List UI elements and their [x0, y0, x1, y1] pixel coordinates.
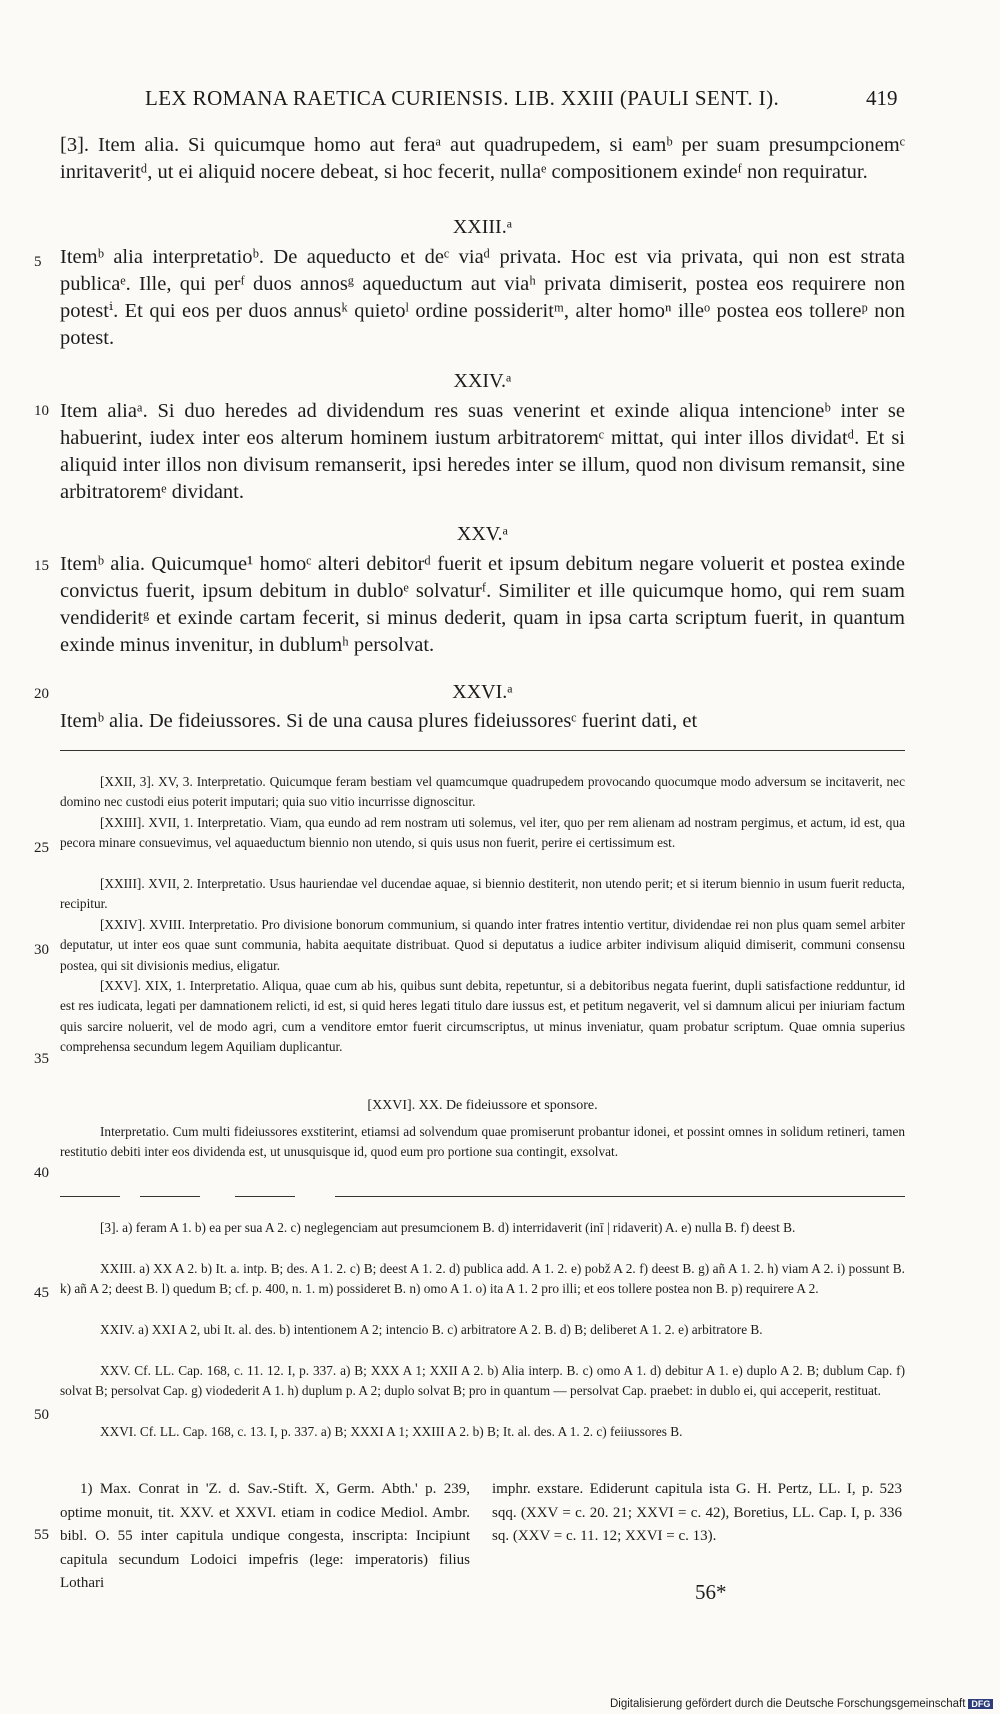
- interpretatio-note: [XXV]. XIX, 1. Interpretatio. Aliqua, quae cum ab his, quibus sunt debita, repetuntur, si a debitoribus negata fuerint, dupli satisfactione redduntur, id est res iudicata, legati per damnationem relicti, id est, si quid heres legati titulo dare iussus est, et petitum negaverit, vel si damnum alicui per iniuriam factum quis sarcire noluerit, vel de modo agri, cum a venditore emtor fuerit circumscriptus, ut minus inveniatur, quam probatur scriptum. Quae omnia superius comprehensa secundum legem Aquiliam duplicantur.: [60, 978, 905, 1055]
- apparatus-entry: XXVI. Cf. LL. Cap. 168, c. 13. I, p. 337. a) B; XXXI A 1; XXIII A 2. b) B; It. al. des. A 1. 2. c) feiiussores B.: [100, 1424, 683, 1439]
- divider: [60, 750, 905, 751]
- interpretatio-note: [XXII, 3]. XV, 3. Interpretatio. Quicumque feram bestiam vel quamcumque quadrupedem provocando quocumque modo adversum se incitaverit, nec domino nec custodi eius poterit imputari; quia suo vitio incurrisse dignoscitur.: [60, 774, 905, 810]
- running-title: LEX ROMANA RAETICA CURIENSIS. LIB. XXIII (PAULI SENT. I).: [145, 86, 780, 110]
- line-number: 25: [34, 840, 49, 856]
- interpretatio-note: [XXIII]. XVII, 2. Interpretatio. Usus hauriendae vel ducendae aquae, si biennio destiterit, non utendo perit; et si iterum biennio in usum fuerit reducta, recipitur.: [60, 876, 905, 912]
- heading-xxv: XXV.ᵃ: [456, 523, 509, 545]
- signature-mark: 56*: [695, 1580, 727, 1604]
- paragraph-xxvi: Itemᵇ alia. De fideiussores. Si de una causa plures fideiussoresᶜ fuerint dati, et: [60, 710, 698, 732]
- footnote-left-column: 1) Max. Conrat in 'Z. d. Sav.-Stift. X, Germ. Abth.' p. 239, optime monuit, tit. XXV. et XXVI. etiam in codice Mediol. Ambr. bibl. O. 55 inter capitula undique congesta, inscripta: Incipiunt capitula secundum Lodoici impefris (lege: imperatoris) filius Lothari: [60, 1481, 470, 1591]
- apparatus-entry: [3]. a) feram A 1. b) ea per sua A 2. c) neglegenciam aut presumcionem B. d) interridaverit (inī | ridaverit) A. e) nulla B. f) deest B.: [100, 1220, 796, 1235]
- divider: [60, 1196, 120, 1197]
- line-number: 20: [34, 686, 49, 702]
- paragraph-xxv: Itemᵇ alia. Quicumque¹ homoᶜ alteri debitorᵈ fuerit et ipsum debitum negare voluerit et postea exinde convictus fuerit, ipsum debitum in dubloᵉ solvaturᶠ. Similiter et ille quicumque homo, qui rem suam vendideritᵍ et exinde cartam fecerit, si minus dederit, quam in ipsa carta scriptum fuerit, in quantum exinde minus invenitur, in dublumʰ persolvat.: [60, 553, 905, 656]
- paragraph-intro: [3]. Item alia. Si quicumque homo aut feraᵃ aut quadrupedem, si eamᵇ per suam presumpcionemᶜ inritaveritᵈ, ut ei aliquid nocere debeat, si hoc fecerit, nullaᵉ compositionem exindeᶠ non requiratur.: [60, 134, 905, 183]
- line-number: 40: [34, 1165, 49, 1181]
- footnote-right-column: imphr. exstare. Ediderunt capitula ista G. H. Pertz, LL. I, p. 523 sqq. (XXV = c. 20. 21; XXVI = c. 42), Boretius, LL. Cap. I, p. 336 sq. (XXV = c. 11. 12; XXVI = c. 13).: [492, 1481, 902, 1544]
- apparatus-entry: XXIII. a) XX A 2. b) It. a. intp. B; des. A 1. 2. c) B; deest A 1. 2. d) publica add. A 1. 2. e) pobž A 2. f) deest B. g) añ A 1. 2. h) viam A 2. i) possunt B. k) añ A 2; deest B. l) quedum B; cf. p. 400, n. 1. m) possideret B. n) omo A 1. o) ita A 1. 2 pro illi; et eos tollere postea non B. p) requirere A 2.: [60, 1261, 905, 1297]
- funding-note: [610, 1698, 993, 1710]
- line-number: 30: [34, 942, 49, 958]
- divider: [140, 1196, 200, 1197]
- line-number: 5: [34, 254, 42, 270]
- line-number: 15: [34, 558, 49, 574]
- line-number: 35: [34, 1051, 49, 1067]
- interpretatio-note: [XXIV]. XVIII. Interpretatio. Pro divisione bonorum communium, si quando inter fratres intentio vertitur, dividendae rei non plus quam semel arbiter deputatur, ut inter eos quae sunt communia, habita aequitate distribuat. Quod si deputatus a iudice arbiter indivisum aliquid dimiserit, communi consensu postea, qui sit divisionis medius, eligatur.: [60, 917, 905, 973]
- interpretatio-note: Interpretatio. Cum multi fideiussores exstiterint, etiamsi ad solvendum quae promiserunt probantur idonei, et possint omnes in solidum retineri, tamen restitutio debiti inter eos dividenda est, ut unusquisque id, quod eum pro portione sua contingit, exsolvat.: [60, 1124, 905, 1160]
- interpretatio-heading: [XXVI]. XX. De fideiussore et sponsore.: [367, 1098, 598, 1113]
- heading-xxiv: XXIV.ᵃ: [453, 370, 512, 392]
- paragraph-xxiv: Item aliaᵃ. Si duo heredes ad dividendum res suas venerint et exinde aliqua intencioneᵇ inter se habuerint, iudex inter eos alterum hominem iustum arbitratoremᶜ mittat, qui inter illos dividatᵈ. Et si aliquid inter illos non divisum remanserit, ipsi heredes inter se illum, quod non divisum remansit, sine arbitratoremᵉ dividant.: [60, 400, 905, 503]
- line-number: 50: [34, 1407, 49, 1423]
- divider: [235, 1196, 295, 1197]
- line-number: 45: [34, 1285, 49, 1301]
- apparatus-entry: XXV. Cf. LL. Cap. 168, c. 11. 12. I, p. 337. a) B; XXX A 1; XXII A 2. b) Alia interp. B. c) omo A 1. d) debitur A 1. e) duplo A 2. B; dublum Cap. f) solvat B; persolvat Cap. g) viodederit A 1. h) duplum p. A 2; duplo solvat B; pro in quantum — persolvat Cap. praebet: in dublo ei, qui acceperit, restituat.: [60, 1363, 905, 1399]
- dfg-logo: DFG: [968, 1699, 993, 1709]
- apparatus-entry: XXIV. a) XXI A 2, ubi It. al. des. b) intentionem A 2; intencio B. c) arbitratore A 2. B. d) B; deliberet A 1. 2. e) arbitratore B.: [100, 1322, 763, 1337]
- page-number: 419: [866, 86, 898, 110]
- funding-text: Digitalisierung gefördert durch die Deutsche Forschungsgemeinschaft: [610, 1698, 966, 1710]
- heading-xxvi: XXVI.ᵃ: [452, 681, 513, 703]
- heading-xxiii: XXIII.ᵃ: [452, 216, 513, 238]
- line-number: 55: [34, 1527, 49, 1543]
- interpretatio-note: [XXIII]. XVII, 1. Interpretatio. Viam, qua eundo ad rem nostram uti solemus, vel iter, quo per rem alienam ad nostram pergimus, et actum, id est, qua pecora minare consuevimus, vel aquaeductum biennio non utendo, si quis usus non fuerit, perire ei certissimum est.: [60, 815, 905, 851]
- line-number: 10: [34, 403, 49, 419]
- paragraph-xxiii: Itemᵇ alia interpretatioᵇ. De aqueducto et deᶜ viaᵈ privata. Hoc est via privata, qui non est strata publicaᵉ. Ille, qui perᶠ duos annosᵍ aqueductum aut viaʰ privata dimiserit, postea eos requirere non potestⁱ. Et qui eos per duos annusᵏ quietoˡ ordine possideritᵐ, alter homoⁿ illeᵒ postea eos tollereᵖ non potest.: [60, 246, 905, 349]
- divider: [335, 1196, 905, 1197]
